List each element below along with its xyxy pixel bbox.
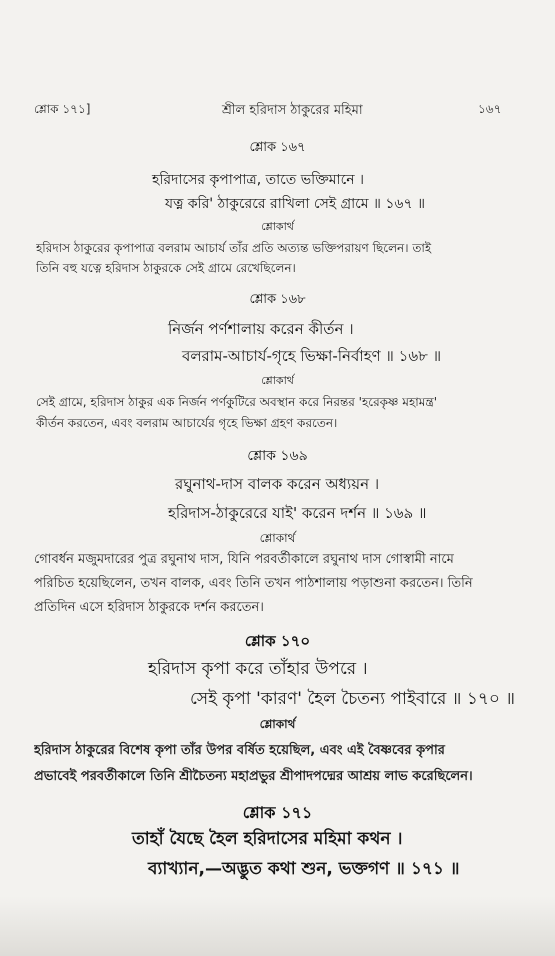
translation-heading: শ্লোকার্থ xyxy=(259,717,296,731)
translation-paragraph xyxy=(34,548,534,620)
verse-block-168 xyxy=(0,290,555,311)
translation-heading: শ্লোকার্থ xyxy=(261,374,294,387)
header-verse-range: শ্লোক ১৭১] xyxy=(34,102,91,116)
translation-paragraph xyxy=(36,392,536,434)
translation-heading-row xyxy=(0,716,555,736)
verse-heading: শ্লোক ১৬৯ xyxy=(247,448,308,464)
translation-line: প্রতিদিন এসে হরিদাস ঠাকুরকে দর্শন করতেন। xyxy=(34,600,264,615)
verse-heading: শ্লোক ১৬৭ xyxy=(249,140,306,155)
translation-line: পরিচিত হয়েছিলেন, তখন বালক, এবং তিনি তখন পাঠশালায় পড়াশুনা করতেন। তিনি xyxy=(34,576,473,591)
page-number: ১৬৭ xyxy=(478,102,502,116)
translation-heading-row xyxy=(0,372,555,391)
verse-heading: শ্লোক ১৭১ xyxy=(242,803,313,822)
translation-heading: শ্লোকার্থ xyxy=(259,531,296,545)
translation-paragraph xyxy=(36,238,536,278)
translation-line: গোবর্ধন মজুমদারের পুত্র রঘুনাথ দাস, যিনি পরবর্তীকালে রঘুনাথ দাস গোস্বামী নামে xyxy=(34,552,454,567)
verse-line: হরিদাস-ঠাকুরেরে যাই' করেন দর্শন ॥ ১৬৯ ॥ xyxy=(168,504,427,522)
verse-heading: শ্লোক ১৬৮ xyxy=(249,292,306,307)
translation-line: হরিদাস ঠাকুরের বিশেষ কৃপা তাঁর উপর বর্ষিত হয়েছিল, এবং এই বৈষ্ণবের কৃপার xyxy=(34,743,445,758)
translation-line: তিনি বহু যত্নে হরিদাস ঠাকুরকে সেই গ্রামে রেখেছিলেন। xyxy=(36,261,296,275)
verse-line: ব্যাখ্যান,—অদ্ভুত কথা শুন, ভক্তগণ ॥ ১৭১ ॥ xyxy=(148,859,460,879)
verse-block-167 xyxy=(0,138,555,159)
verse-line: যত্ন করি' ঠাকুরেরে রাখিলা সেই গ্রামে ॥ ১৬৭ ॥ xyxy=(165,196,426,212)
verse-line: নির্জন পর্ণশালায় করেন কীর্তন । xyxy=(168,320,354,338)
translation-heading-row xyxy=(0,218,555,237)
running-header xyxy=(0,101,555,121)
verse-heading: শ্লোক ১৭০ xyxy=(244,632,311,650)
verse-line: রঘুনাথ-দাস বালক করেন অধ্যয়ন । xyxy=(175,475,380,493)
verse-block-171 xyxy=(0,800,555,827)
translation-line: হরিদাস ঠাকুরের কৃপাপাত্র বলরাম আচার্য তাঁর প্রতি অত্যন্ত ভক্তিপরায়ণ ছিলেন। তাই xyxy=(36,241,432,255)
verse-line: সেই কৃপা 'কারণ' হৈল চৈতন্য পাইবারে ॥ ১৭০ ॥ xyxy=(190,689,515,709)
translation-line: প্রভাবেই পরবর্তীকালে তিনি শ্রীচৈতন্য মহাপ্রভুর শ্রীপাদপদ্মের আশ্রয় লাভ করেছিলেন। xyxy=(34,769,473,784)
translation-line: সেই গ্রামে, হরিদাস ঠাকুর এক নির্জন পর্ণকুটিরে অবস্থান করে নিরন্তর 'হরেকৃষ্ণ মহামন্ত্র' xyxy=(36,395,438,409)
translation-heading: শ্লোকার্থ xyxy=(261,220,294,233)
verse-block-169 xyxy=(0,444,555,468)
verse-block-170 xyxy=(0,630,555,655)
translation-paragraph xyxy=(34,738,544,790)
header-chapter-title: শ্রীল হরিদাস ঠাকুরের মহিমা xyxy=(222,103,363,118)
verse-line: বলরাম-আচার্য-গৃহে ভিক্ষা-নির্বাহণ ॥ ১৬৮ ॥ xyxy=(182,347,442,365)
verse-line: হরিদাসের কৃপাপাত্র, তাতে ভক্তিমানে । xyxy=(152,172,365,188)
translation-heading-row xyxy=(0,530,555,550)
verse-line: তাহাঁ যৈছে হৈল হরিদাসের মহিমা কথন । xyxy=(132,829,403,849)
page-edge-shadow xyxy=(0,896,555,956)
translation-line: কীর্তন করতেন, এবং বলরাম আচার্যের গৃহে ভিক্ষা গ্রহণ করতেন। xyxy=(36,416,338,430)
verse-line: হরিদাস কৃপা করে তাঁহার উপরে । xyxy=(148,659,368,679)
